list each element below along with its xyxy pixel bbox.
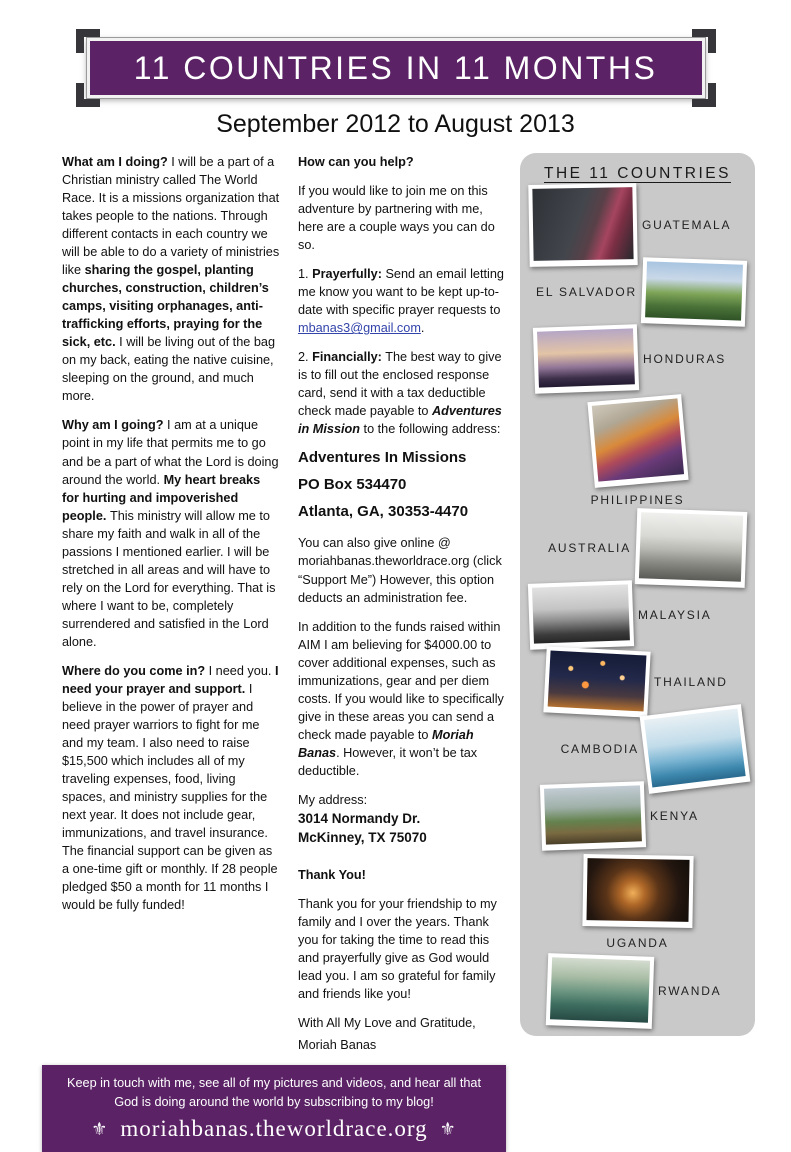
country-photo-image <box>639 512 743 582</box>
country-label: GUATEMALA <box>642 218 732 232</box>
country-label: MALAYSIA <box>638 608 712 622</box>
country-photo-image <box>548 651 647 712</box>
country-item <box>529 784 746 848</box>
country-photo <box>641 257 747 327</box>
email-link[interactable]: mbanas3@gmail.com <box>298 321 421 336</box>
footer-banner <box>42 1065 506 1152</box>
country-photo <box>582 854 693 928</box>
country-label: EL SALVADOR <box>536 285 637 299</box>
text-columns <box>42 153 506 1065</box>
country-photo <box>587 394 688 488</box>
signature: Moriah Banas <box>298 1038 377 1053</box>
country-photo <box>546 953 654 1029</box>
address-line: Adventures In Missions <box>298 449 467 467</box>
country-photo-image <box>644 709 746 788</box>
country-photo-image <box>645 261 743 320</box>
country-item <box>529 516 746 580</box>
country-photo-image <box>532 584 630 643</box>
country-label: THAILAND <box>654 675 728 689</box>
address-line: PO Box 534470 <box>298 476 407 494</box>
banner <box>87 38 705 98</box>
country-label: HONDURAS <box>643 352 727 366</box>
help-intro: If you would like to join me on this adventure by partnering with me, here are a couple ways you can do so. <box>298 184 495 253</box>
country-photo <box>533 324 639 394</box>
country-item <box>529 583 746 647</box>
middle-column <box>298 153 506 1065</box>
content-area <box>42 153 755 1152</box>
frame-corner-icon <box>692 83 716 107</box>
paragraph-why-am-i-going: Why am I going? I am at a unique point in my life that permits me to go and be a part of what the Lord is doing around the world. My heart breaks for hurting and impoverished people. This ministry will allow me to share my faith and walk in all of the passions I mentioned earlier. I will be stretched in all areas and will have to rely on the Lord for everything. That is where I want to be, completely surrendered and satisfied in the Lord alone. <box>62 418 279 649</box>
country-photo <box>635 508 748 588</box>
country-item <box>529 851 746 956</box>
frame-corner-icon <box>76 83 100 107</box>
country-photo-image <box>550 957 650 1022</box>
left-column <box>62 153 280 1065</box>
address-line: 3014 Normandy Dr. <box>298 810 421 826</box>
main-columns <box>42 153 506 1152</box>
online-giving-note: You can also give online @ moriahbanas.theworldrace.org (click “Support Me”) However, this option deducts an administration fee. <box>298 536 502 605</box>
aim-address-block <box>298 449 506 520</box>
country-photo <box>543 646 650 717</box>
closing-line: With All My Love and Gratitude, <box>298 1016 476 1031</box>
country-item <box>529 650 746 714</box>
country-item <box>529 327 746 391</box>
prayerfully-item: 1. Prayerfully: Send an email letting me know you want to be kept up-to-date with specific prayer requests to mbanas3@gmail.com. <box>298 267 504 336</box>
country-photo <box>528 580 634 650</box>
title-banner <box>87 38 705 98</box>
country-label: KENYA <box>650 809 699 823</box>
country-item <box>529 959 746 1023</box>
home-address-block <box>298 809 506 848</box>
country-label: AUSTRALIA <box>548 541 631 555</box>
country-item <box>529 717 746 781</box>
fleur-ornament-icon: ⚜ <box>91 1118 109 1139</box>
country-photo-image <box>586 858 689 922</box>
page-title: 11 COUNTRIES IN 11 MONTHS <box>133 49 658 86</box>
country-label: RWANDA <box>658 984 722 998</box>
countries-heading: THE 11 COUNTRIES <box>544 165 731 182</box>
country-list <box>529 193 746 1023</box>
country-label: PHILIPPINES <box>590 493 685 507</box>
frame-corner-icon <box>692 29 716 53</box>
thank-you-heading: Thank You! <box>298 868 366 882</box>
footer-url-row <box>56 1116 492 1142</box>
address-line: Atlanta, GA, 30353-4470 <box>298 503 469 521</box>
address-line: McKinney, TX 75070 <box>298 830 427 846</box>
newsletter-page <box>0 38 791 1152</box>
country-item <box>529 260 746 324</box>
country-photo <box>540 781 646 851</box>
footer-message: Keep in touch with me, see all of my pictures and videos, and hear all that God is doing around the world by subscribing to my blog! <box>67 1076 481 1109</box>
frame-corner-icon <box>76 29 100 53</box>
countries-sidebar <box>520 153 755 1036</box>
additional-funds-note: In addition to the funds raised within AIM I am believing for $4000.00 to cover additional expenses, such as immunizations, gear and per diem costs. If you would like to specifically give in these areas you can send a check made payable to Moriah Banas. However, it won’t be tax deductible. <box>298 619 504 778</box>
country-photo-image <box>591 398 683 481</box>
country-item <box>529 394 746 513</box>
help-heading: How can you help? <box>298 155 414 169</box>
date-range-subtitle: September 2012 to August 2013 <box>216 110 575 138</box>
financially-item: 2. Financially: The best way to give is to fill out the enclosed response card, send it with a tax deductible check made payable to Adventures in Mission to the following address: <box>298 350 502 437</box>
fleur-ornament-icon: ⚜ <box>439 1118 457 1139</box>
blog-url-link[interactable]: moriahbanas.theworldrace.org <box>120 1116 428 1142</box>
country-photo <box>640 704 751 794</box>
paragraph-where-do-you-come-in: Where do you come in? I need you. I need your prayer and support. I believe in the power of prayer and need prayer warriors to fight for me and my team. I also need to raise $15,500 which includes all of my traveling expenses, food, living spaces, and ministry supplies for the next year. It does not include gear, immunizations, and travel insurance. The financial support can be given as a one-time gift or monthly. If 28 people pledged $50 a month for 11 months I would be fully funded! <box>62 663 279 913</box>
my-address-label: My address: <box>298 792 368 807</box>
country-photo-image <box>532 187 633 261</box>
country-photo-image <box>544 785 642 844</box>
country-photo <box>528 183 637 267</box>
country-item <box>529 193 746 257</box>
thank-you-paragraph: Thank you for your friendship to my family and I over the years. Thank you for taking the time to read this and prayerfully give as God would lead you. I am so grateful for family and friends like you! <box>298 897 497 1002</box>
country-label: CAMBODIA <box>560 742 639 756</box>
country-label: UGANDA <box>606 936 669 950</box>
country-photo-image <box>537 328 635 387</box>
paragraph-what-am-i-doing: What am I doing? I will be a part of a Christian ministry called The World Race. It is a missions organization that takes people to the nations. Through different contacts in each country we will be able to do a variety of ministries like sharing the gospel, planting churches, construction, children’s camps, visiting orphanages, anti-trafficking efforts, praying for the sick, etc. I will be living out of the bag on my back, eating the native cuisine, sleeping on the ground, and much more. <box>62 155 280 404</box>
